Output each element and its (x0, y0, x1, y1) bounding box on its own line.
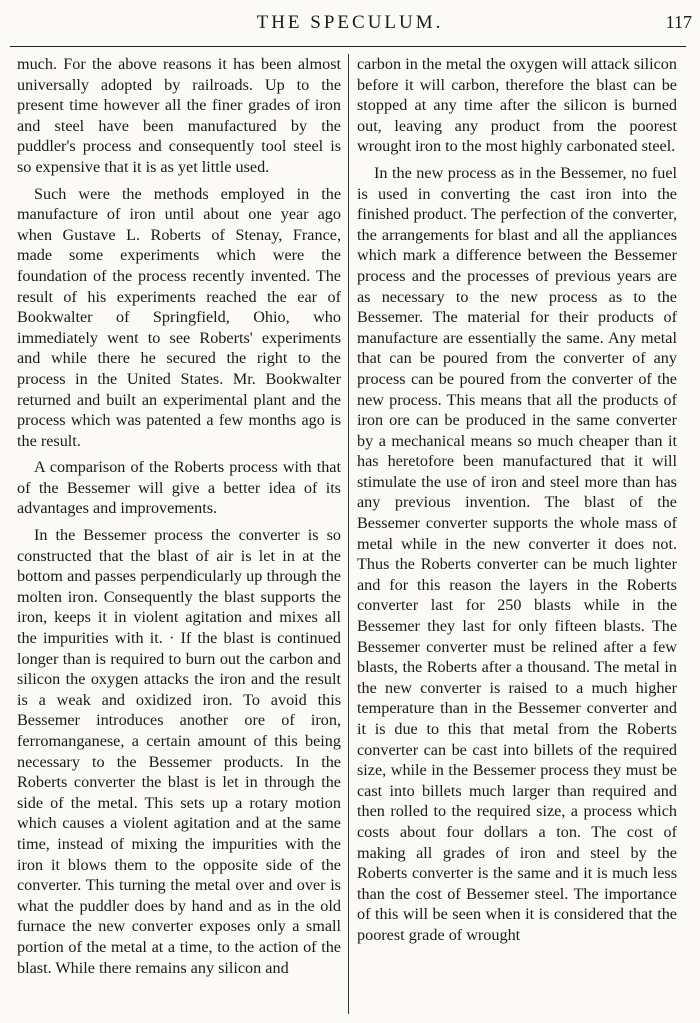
paragraph: Such were the methods employed in the manufacture of iron until about one year ago when Gustave L. Roberts of Stenay, France, made some experiments which were the foundation of the process recently invented. The result of his experiments reached the ear of Bookwalter of Springfield, Ohio, who immediately went to see Roberts' experiments and while there he secured the right to the process in the United States. Mr. Bookwalter returned and built an experimental plant and the process which was patented a few months ago is the result. (17, 184, 341, 450)
page-number: 117 (665, 12, 692, 32)
paragraph: In the Bessemer process the converter is so constructed that the blast of air is let in at the bottom and passes perpendicularly up through the molten iron. Consequently the blast supports the iron, keeps it in violent agitation and mixes all the impurities with it. · If the blast is continued longer than is required to burn out the carbon and silicon the oxygen attacks the iron and the result is a weak and oxidized iron. To avoid this Bessemer introduces another ore of iron, ferromanganese, a certain amount of this being necessary to the Bessemer products. In the Roberts converter the blast is let in through the side of the metal. This sets up a rotary motion which causes a violent agitation and at the same time, instead of mixing the impurities with the iron it blows them to the opposite side of the converter. This turning the metal over and over is what the puddler does by hand and as in the old furnace the new converter exposes only a small portion of the metal at a time, to the action of the blast. While there remains any silicon and (17, 526, 341, 977)
paragraph: much. For the above reasons it has been almost universally adopted by railroads. Up to the present time however all the finer grades of iron and steel have been manufactured by the puddler's process and consequently tool steel is so expensive that it is as yet little used. (17, 55, 341, 176)
paragraph: In the new process as in the Bessemer, no fuel is used in converting the cast iron into the finished product. The perfection of the converter, the arrangements for blast and all the appliances which mark a difference between the Bessemer process and the processes of previous years are as necessary to the new process as to the Bessemer. The material for their products of manufacture are essentially the same. Any metal that can be poured from the converter of any process can be poured from the converter of the new process. This means that all the products of iron ore can be produced in the same converter by a mechanical means so much cheaper than it has heretofore been manufactured that it will stimulate the use of iron and steel more than has any previous invention. The blast of the Bessemer converter supports the whole mass of metal while in the new converter it does not. Thus the Roberts converter can be much lighter and for this reason the layers in the Roberts converter last for 250 blasts while in the Bessemer they last for only fifteen blasts. The Bessemer converter must be relined after a few blasts, the Roberts after a thousand. The metal in the new converter is raised to a much higher temperature than in the Bessemer converter and it is due to this that metal from the Roberts converter can be cast into billets of the required size, while in the Bessemer process they must be cast into billets much larger than required and then rolled to the required size, a process which costs about four dollars a ton. The cost of making all grades of iron and steel by the Roberts converter is the same and it is much less than the cost of Bessemer steel. The importance of this will be seen when it is considered that the poorest grade of wrought (357, 163, 677, 944)
page-header (0, 10, 700, 40)
paragraph: A comparison of the Roberts process with that of the Bessemer will give a better idea of its advantages and improvements. (17, 458, 341, 518)
running-title: THE SPECULUM. (256, 12, 444, 33)
left-column (17, 54, 341, 1014)
header-rule (10, 46, 686, 47)
column-divider (348, 54, 349, 1014)
right-column (357, 54, 677, 1014)
paragraph: carbon in the metal the oxygen will attack silicon before it will carbon, therefore the blast can be stopped at any time after the silicon is burned out, leaving any product from the poorest wrought iron to the most highly carbonated steel. (357, 55, 677, 156)
